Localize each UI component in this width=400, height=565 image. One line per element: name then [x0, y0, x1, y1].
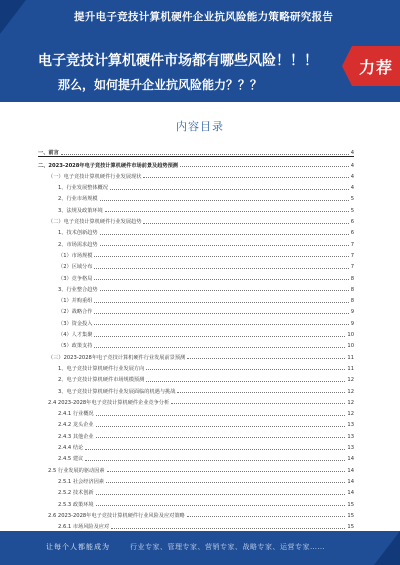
toc-entry[interactable]: [38, 508, 354, 519]
toc-leader-dots: [146, 381, 345, 382]
toc-page-number: 13: [347, 445, 354, 452]
toc-page-number: 14: [347, 456, 354, 463]
toc-page-number: 5: [350, 196, 354, 203]
toc-entry[interactable]: [38, 417, 354, 428]
toc-entry-text: （一）电子竞技计算机硬件行业发展现状: [48, 173, 142, 180]
toc-title: 内容目录: [176, 120, 224, 133]
toc-entry[interactable]: [38, 293, 354, 304]
toc-entry[interactable]: [38, 338, 354, 349]
toc-leader-dots: [96, 426, 346, 427]
toc-page-number: 10: [347, 332, 354, 339]
toc-page-number: 12: [347, 388, 354, 395]
toc-leader-dots: [94, 279, 348, 280]
toc-page-number: 12: [347, 411, 354, 418]
hero-heading-subquestion: 那么，如何提升企业抗风险能力？？？: [58, 78, 263, 92]
toc-page-number: 4: [350, 173, 354, 180]
toc-entry[interactable]: [38, 225, 354, 236]
toc-page-number: 5: [350, 207, 354, 214]
badge-arrow-decoration: [342, 46, 352, 86]
header-corner-decoration: [0, 0, 26, 34]
toc-page-number: 14: [347, 490, 354, 497]
toc-entry[interactable]: [38, 496, 354, 507]
top-header-bar: [0, 0, 400, 34]
toc-entry[interactable]: [38, 372, 354, 383]
toc-entry[interactable]: [38, 248, 354, 259]
toc-entry-text: 2.4 2023-2028年电子竞技计算机硬件企业竞争分析: [48, 399, 170, 406]
toc-entry[interactable]: [38, 236, 354, 247]
toc-page-number: 12: [347, 377, 354, 384]
toc-entry-text: 2.4.4 结论: [58, 445, 84, 452]
toc-entry-text: 2.4.1 行业概况: [58, 411, 94, 418]
toc-leader-dots: [94, 324, 348, 325]
toc-page-number: 13: [347, 422, 354, 429]
toc-leader-dots: [146, 369, 345, 370]
toc-leader-dots: [96, 415, 346, 416]
toc-entry[interactable]: [38, 191, 354, 202]
toc-entry-text: 2.5.1 社会经济因素: [58, 478, 104, 485]
toc-entry[interactable]: [38, 214, 354, 225]
toc-leader-dots: [100, 234, 349, 235]
toc-leader-dots: [94, 302, 348, 303]
toc-entry-text: 1、电子竞技计算机硬件行业发展方向: [58, 365, 145, 372]
toc-entry-text: 2、行业市场规模: [58, 196, 98, 203]
toc-page-number: 7: [350, 241, 354, 248]
toc-page-number: 7: [350, 264, 354, 271]
report-title: 提升电子竞技计算机硬件企业抗风险能力策略研究报告: [74, 11, 334, 23]
toc-leader-dots: [106, 482, 345, 483]
toc-entry-text: 2.5 行业发展的驱动因素: [48, 467, 105, 474]
toc-leader-dots: [100, 200, 349, 201]
toc-entry[interactable]: [38, 169, 354, 180]
toc-leader-dots: [96, 494, 346, 495]
toc-leader-dots: [94, 268, 348, 269]
toc-leader-dots: [177, 392, 345, 393]
toc-page-number: 8: [350, 275, 354, 282]
toc-page-number: 11: [347, 365, 354, 372]
toc-leader-dots: [100, 290, 349, 291]
toc-entry[interactable]: [38, 157, 354, 168]
toc-leader-dots: [105, 211, 349, 212]
toc-entry-text: 2.4.2 龙头企业: [58, 422, 94, 429]
toc-entry[interactable]: [38, 180, 354, 191]
toc-entry-text: 2.5.2 技术创新: [58, 490, 94, 497]
toc-entry[interactable]: [38, 304, 354, 315]
toc-page-number: 4: [350, 185, 354, 192]
toc-page-number: 11: [347, 354, 354, 361]
footer-roles: 行业专家、管理专家、营销专家、战略专家、运营专家……: [130, 543, 325, 551]
toc-leader-dots: [100, 245, 349, 246]
toc-entry[interactable]: [38, 361, 354, 372]
toc-entry[interactable]: [38, 474, 354, 485]
toc-entry[interactable]: [38, 462, 354, 473]
footer-slogan: 让每个人都能成为: [46, 543, 110, 551]
toc-entry-text: （2）区域分布: [58, 264, 93, 271]
toc-entry-text: （5）政策支持: [58, 343, 93, 350]
toc-leader-dots: [110, 189, 349, 190]
toc-page-number: 14: [347, 478, 354, 485]
hero-heading-question: 电子竞技计算机硬件市场都有哪些风险！！！: [38, 53, 318, 69]
toc-entry-text: （三）2023-2028年电子竞技计算机硬件行业发展前景预测: [48, 354, 186, 361]
toc-entry-text: （二）电子竞技计算机硬件行业发展趋势: [48, 219, 142, 226]
toc-leader-dots: [111, 528, 345, 529]
toc-page-number: 15: [347, 524, 354, 531]
toc-page-number: 12: [347, 399, 354, 406]
toc-leader-dots: [143, 223, 348, 224]
toc-leader-dots: [94, 313, 348, 314]
toc-entry[interactable]: [38, 485, 354, 496]
toc-leader-dots: [85, 449, 345, 450]
toc-page-number: 6: [350, 219, 354, 226]
toc-entry-text: （1）市场规模: [58, 252, 93, 259]
toc-leader-dots: [85, 460, 345, 461]
toc-entry[interactable]: [38, 327, 354, 338]
toc-entry-text: （2）战略合作: [58, 309, 93, 316]
toc-page-number: 8: [350, 286, 354, 293]
toc-entry-text: 2.6 2023-2028年电子竞技计算机硬件行业风险及应对策略: [48, 512, 185, 519]
toc-entry[interactable]: [38, 428, 354, 439]
toc-entry-text: 3、法规及政策环境: [58, 207, 103, 214]
toc-entry-text: 2.4.3 其他企业: [58, 433, 94, 440]
toc-entry[interactable]: [38, 270, 354, 281]
toc-entry-text: 2、电子竞技计算机硬件市场规模预测: [58, 377, 145, 384]
toc-leader-dots: [96, 437, 346, 438]
toc-entry-text: 2.5.3 政策环境: [58, 501, 94, 508]
toc-page-number: 9: [350, 309, 354, 316]
toc-page-number: 15: [347, 501, 354, 508]
recommend-badge: 力荐: [352, 46, 400, 86]
toc-entry[interactable]: [38, 383, 354, 394]
toc-entry[interactable]: [38, 406, 354, 417]
toc-entry[interactable]: [38, 146, 354, 157]
toc-entry-text: 3、电子竞技计算机硬件行业发展面临的机遇与挑战: [58, 388, 176, 395]
toc-leader-dots: [171, 403, 345, 404]
toc-entry[interactable]: [38, 519, 354, 530]
toc-entry[interactable]: [38, 440, 354, 451]
toc-page-number: 9: [350, 320, 354, 327]
toc-entry[interactable]: [38, 315, 354, 326]
footer-corner-decoration: [374, 531, 400, 565]
toc-entry-text: （1）并购重组: [58, 298, 93, 305]
toc-entry[interactable]: [38, 395, 354, 406]
toc-leader-dots: [187, 516, 346, 517]
toc-leader-dots: [107, 471, 346, 472]
toc-page-number: 15: [347, 512, 354, 519]
toc-leader-dots: [94, 347, 345, 348]
toc-page-number: 6: [350, 230, 354, 237]
toc-entry[interactable]: [38, 349, 354, 360]
toc-page-number: 13: [347, 433, 354, 440]
toc-entry[interactable]: [38, 451, 354, 462]
toc-leader-dots: [61, 154, 349, 155]
toc-leader-dots: [187, 358, 345, 359]
toc-page-number: 14: [347, 467, 354, 474]
toc-page-number: 10: [347, 343, 354, 350]
toc-page-number: 4: [350, 162, 354, 169]
toc-entry-text: 一、前言: [38, 150, 59, 157]
toc-entry[interactable]: [38, 259, 354, 270]
toc-entry[interactable]: [38, 202, 354, 213]
toc-entry-text: 1、技术创新趋势: [58, 230, 98, 237]
toc-entry-text: 1、行业发展整体概况: [58, 185, 108, 192]
toc-page-number: 4: [350, 150, 354, 157]
toc-entry-text: 2.4.5 建议: [58, 456, 84, 463]
toc-entry-text: （3）资金投入: [58, 320, 93, 327]
toc-entry-text: 2.6.1 市场风险及应对: [58, 524, 110, 531]
table-of-contents: [38, 146, 354, 530]
toc-leader-dots: [94, 336, 345, 337]
toc-entry-text: （3）竞争格局: [58, 275, 93, 282]
toc-leader-dots: [143, 177, 348, 178]
toc-entry[interactable]: [38, 282, 354, 293]
toc-entry-text: 3、行业整合趋势: [58, 286, 98, 293]
toc-leader-dots: [180, 166, 349, 167]
footer-bar: [0, 531, 400, 565]
toc-entry-text: 2、市场需求趋势: [58, 241, 98, 248]
toc-entry-text: 二、2023-2028年电子竞技计算机硬件市场前景及趋势预测: [38, 162, 178, 169]
toc-page-number: 7: [350, 252, 354, 259]
toc-entry-text: （4）人才集聚: [58, 332, 93, 339]
toc-leader-dots: [94, 256, 348, 257]
hero-banner: [0, 34, 400, 102]
toc-page-number: 8: [350, 298, 354, 305]
toc-leader-dots: [96, 505, 346, 506]
